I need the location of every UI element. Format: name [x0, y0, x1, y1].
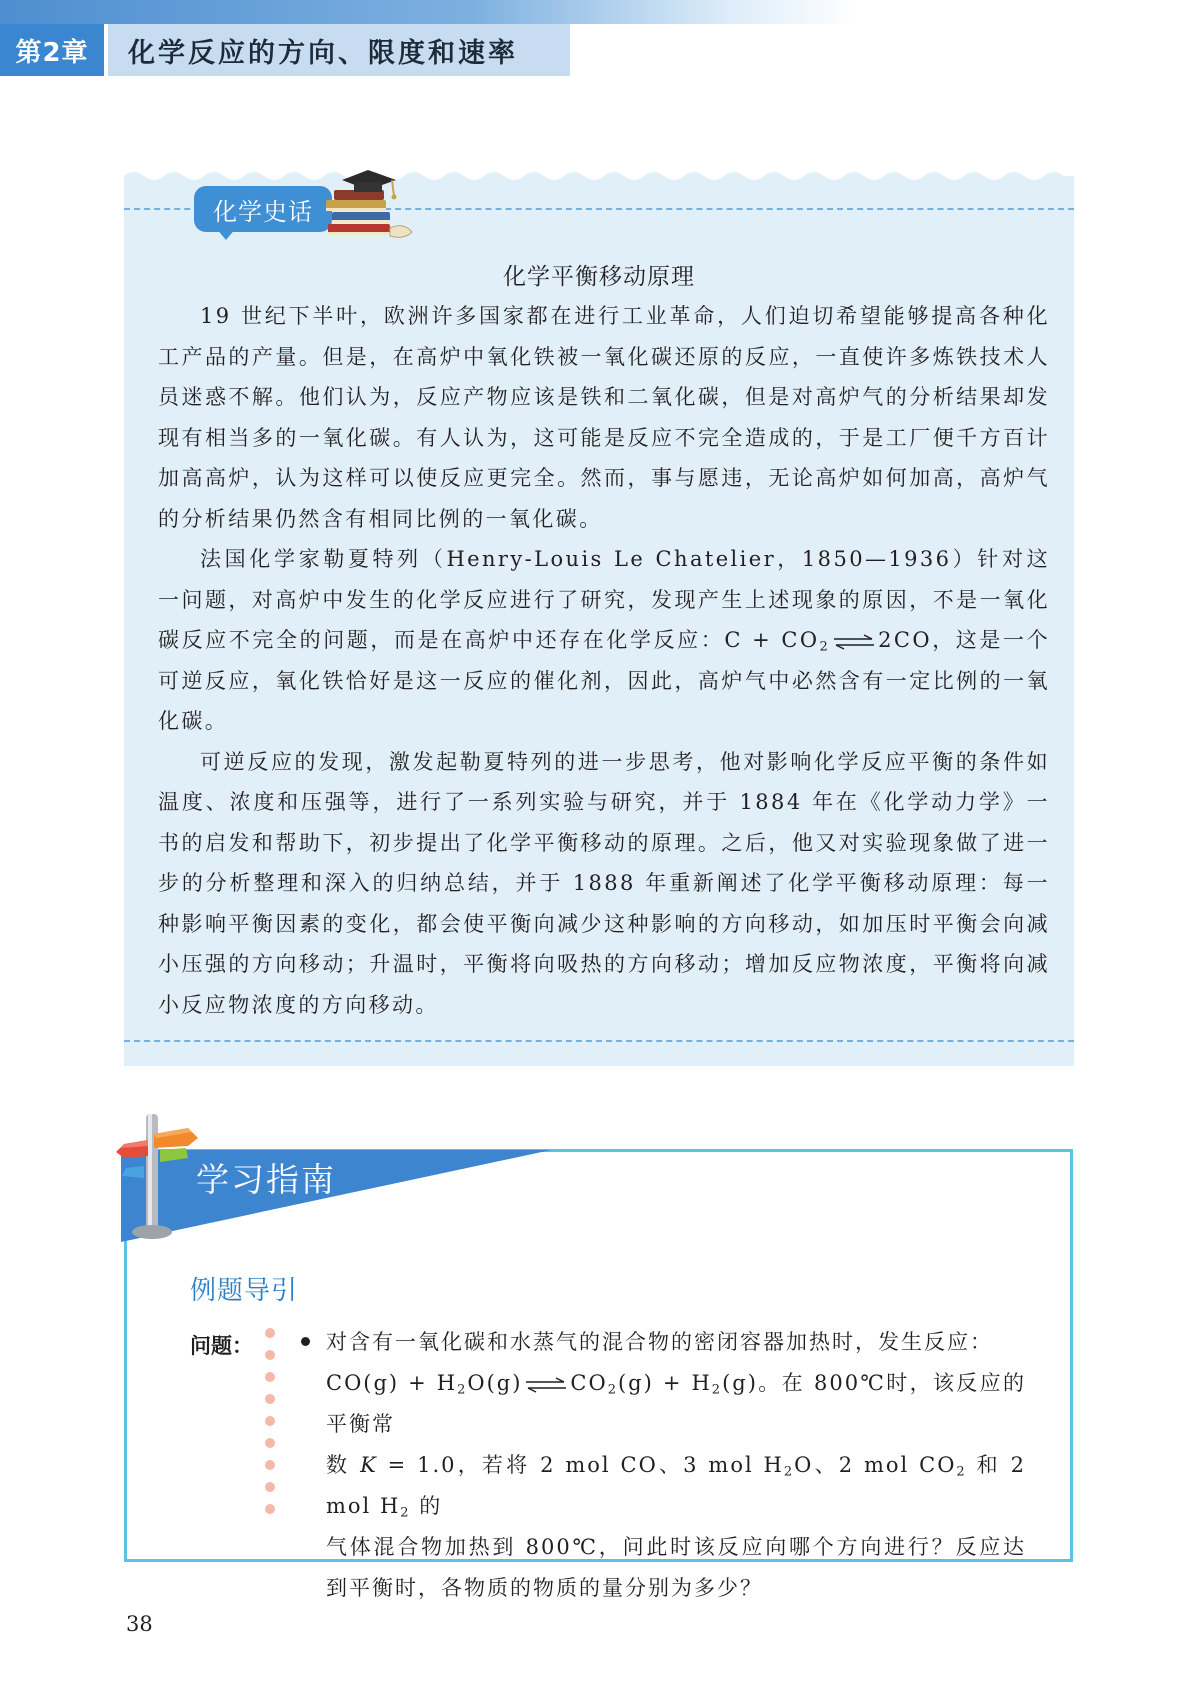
question-label: 问题： [190, 1334, 253, 1358]
question-text [326, 1322, 1026, 1609]
question-line-3-c: O、2 mol CO [794, 1453, 957, 1477]
question-line-3 [326, 1445, 1026, 1527]
formula-h2o-rest: O(g) [467, 1371, 523, 1395]
history-body [158, 296, 1050, 1025]
formula-co-h: CO(g) + H [326, 1371, 458, 1395]
history-paragraph-2 [158, 539, 1050, 742]
history-paragraph-1: 19 世纪下半叶，欧洲许多国家都在进行工业革命，人们迫切希望能够提高各种化工产品的产量。但是，在高炉中氧化铁被一氧化碳还原的反应，一直使许多炼铁技术人员迷惑不解。他们认为，反应产物应该是铁和二氧化碳，但是对高炉气的分析结果却发现有相当多的一氧化碳。有人认为，这可能是反应不完全造成的，于是工厂便千方百计加高高炉，认为这样可以使反应更完全。然而，事与愿违，无论高炉如何加高，高炉气的分析结果仍然含有相同比例的一氧化碳。 [158, 304, 1050, 531]
question-line-3-b: = 1.0，若将 2 mol CO、3 mol H [377, 1453, 784, 1477]
h2o-subscript: 2 [457, 1382, 468, 1398]
formula-co2-rest: (g) + H [617, 1371, 712, 1395]
constant-k: K [360, 1453, 378, 1477]
history-paragraph-3: 可逆反应的发现，激发起勒夏特列的进一步思考，他对影响化学反应平衡的条件如温度、浓度和压强等，进行了一系列实验与研究，并于 1884 年在《化学动力学》一书的启发和帮助下，初步提出了化学平衡移动的原理。之后，他又对实验现象做了进一步的分析整理和深入的归纳总结，并于 1888 年重新阐述了化学平衡移动原理：每一种影响平衡因素的变化，都会使平衡向减少这种影响的方向移动，如加压时平衡会向减小压强的方向移动；升温时，平衡将向吸热的方向移动；增加反应物浓度，平衡将向减小反应物浓度的方向移动。 [158, 749, 1050, 1017]
books-graduation-cap-icon [320, 166, 420, 246]
co2-subscript: 2 [819, 639, 831, 655]
equilibrium-arrow-icon [832, 634, 876, 650]
chapter-title: 化学反应的方向、限度和速率 [108, 24, 570, 76]
question-line-2-end: (g)。在 800℃时，该反应的平衡常 [326, 1371, 1027, 1436]
subscript-1: 2 [783, 1464, 795, 1480]
question-line-1: 对含有一氧化碳和水蒸气的混合物的密闭容器加热时，发生反应： [326, 1330, 993, 1354]
co2-subscript: 2 [607, 1382, 618, 1398]
history-tag: 化学史话 [194, 186, 332, 232]
history-box [124, 182, 1074, 1066]
formula-co2: CO [570, 1371, 608, 1395]
question-line-4: 气体混合物加热到 800℃，问此时该反应向哪个方向进行？反应达到平衡时，各物质的物质的量分别为多少？ [326, 1535, 1026, 1600]
history-tag-tail [216, 228, 236, 240]
history-title: 化学平衡移动原理 [503, 264, 695, 290]
h2-subscript: 2 [711, 1382, 723, 1398]
chapter-label: 第2章 [0, 24, 104, 76]
history-paragraph-2-start: 法国化学家勒夏特列（Henry-Louis Le Chatelier，1850—1936）针对这一问题，对高炉中发生的化学反应进行了研究，发现产生上述现象的原因，不是一氧化碳反应不完全的问题，而是在高炉中还存在化学反应：C + CO [158, 547, 1050, 652]
zigzag-edge [124, 168, 1074, 184]
header-gradient-bar [0, 0, 860, 24]
equilibrium-arrow-icon [524, 1377, 568, 1393]
question-line-3-end: 的 [410, 1494, 443, 1518]
dotted-decoration [263, 1328, 277, 1518]
example-heading: 例题导引 [190, 1276, 299, 1306]
question-line-3-start: 数 [326, 1453, 361, 1477]
dashed-divider-bottom [124, 1040, 1074, 1042]
subscript-2: 2 [956, 1464, 967, 1480]
history-paragraph-2-end: 2CO，这是一个可逆反应，氧化铁恰好是这一反应的催化剂，因此，高炉气中必然含有一定比例的一氧化碳。 [158, 628, 1050, 733]
question-line-3-d: 和 2 mol H [326, 1453, 1026, 1518]
subscript-3: 2 [400, 1505, 411, 1521]
study-guide-title: 学习指南 [196, 1160, 336, 1199]
question-line-2 [326, 1363, 1026, 1445]
page-number: 38 [126, 1612, 153, 1636]
question-bullet [301, 1337, 310, 1346]
